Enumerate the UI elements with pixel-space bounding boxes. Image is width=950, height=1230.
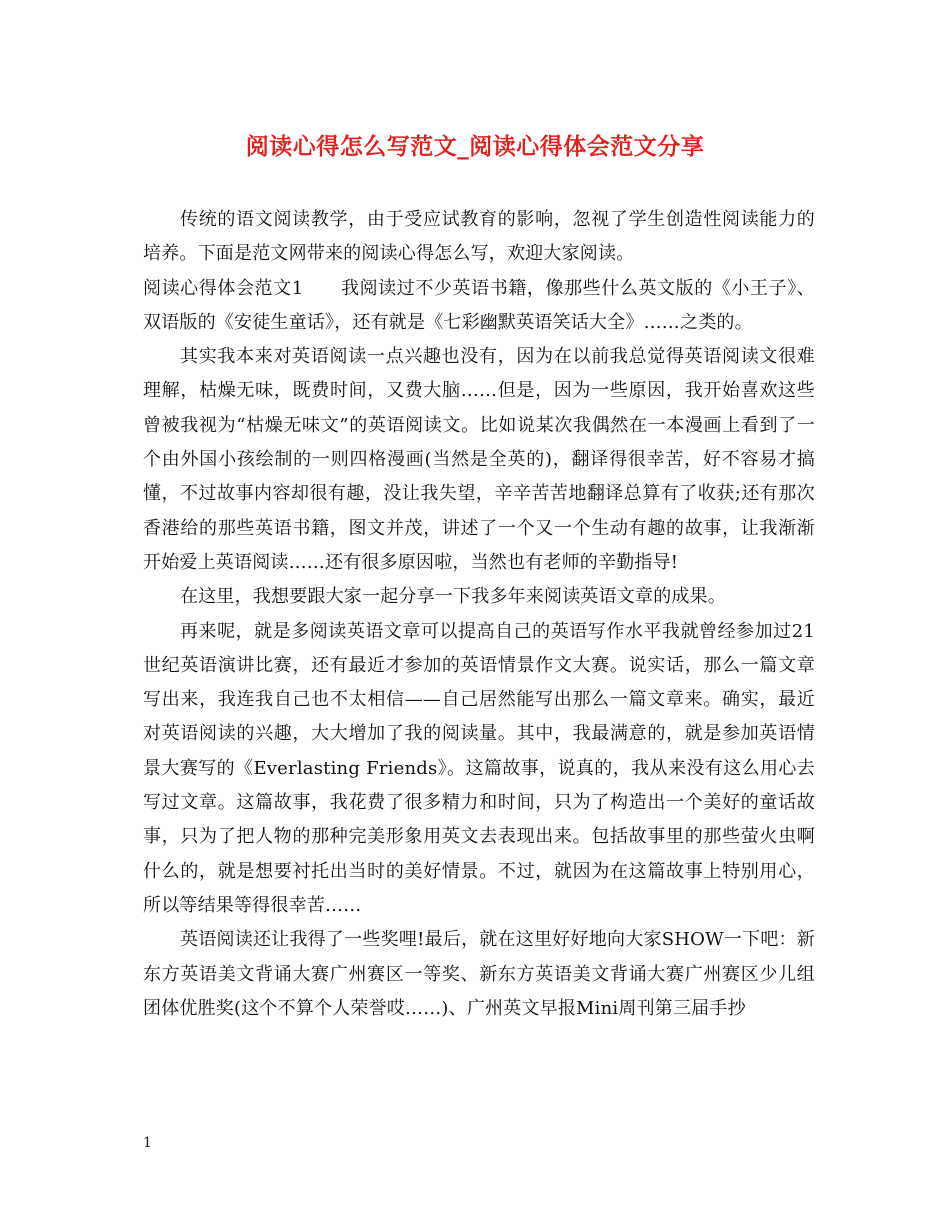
- paragraph-intro: 传统的语文阅读教学，由于受应试教育的影响，忽视了学生创造性阅读能力的培养。下面是范文网带来的阅读心得怎么写，欢迎大家阅读。: [143, 209, 815, 265]
- paragraph-sample-heading: 阅读心得体会范文1 我阅读过不少英语书籍，像那些什么英文版的《小王子》、双语版的《安徒生童话》，还有就是《七彩幽默英语笑话大全》……之类的。: [143, 277, 815, 333]
- paragraph-writing-improvement: 再来呢，就是多阅读英语文章可以提高自己的英语写作水平我就曾经参加过21世纪英语演讲比赛，还有最近才参加的英语情景作文大赛。说实话，那么一篇文章写出来，我连我自己也不太相信——自己居然能写出那么一篇文章来。确实，最近对英语阅读的兴趣，大大增加了我的阅读量。其中，我最满意的，就是参加英语情景大赛写的《Everlasting Friends》。这篇故事，说真的，我从来没有这么用心去写过文章。这篇故事，我花费了很多精力和时间，只为了构造出一个美好的童话故事，只为了把人物的那种完美形象用英文去表现出来。包括故事里的那些萤火虫啊什么的，就是想要衬托出当时的美好情景。不过，就因为在这篇故事上特别用心，所以等结果等得很幸苦……: [143, 620, 815, 916]
- document-body: [143, 203, 815, 1026]
- paragraph-sharing: 在这里，我想要跟大家一起分享一下我多年来阅读英语文章的成果。: [180, 586, 726, 608]
- page-number: 1: [143, 1135, 152, 1151]
- document-title: 阅读心得怎么写范文_阅读心得体会范文分享: [245, 133, 705, 160]
- paragraph-awards: 英语阅读还让我得了一些奖哩!最后，就在这里好好地向大家SHOW一下吧：新东方英语美文背诵大赛广州赛区一等奖、新东方英语美文背诵大赛广州赛区少儿组团体优胜奖(这个不算个人荣誉哎……)、广州英文早报Mini周刊第三届手抄: [143, 929, 815, 1019]
- paragraph-reading-interest: 其实我本来对英语阅读一点兴趣也没有，因为在以前我总觉得英语阅读文很难理解，枯燥无味，既费时间，又费大脑……但是，因为一些原因，我开始喜欢这些曾被我视为“枯燥无味文”的英语阅读文。比如说某次我偶然在一本漫画上看到了一个由外国小孩绘制的一则四格漫画(当然是全英的)，翻译得很幸苦，好不容易才搞懂，不过故事内容却很有趣，没让我失望，辛辛苦苦地翻译总算有了收获;还有那次香港给的那些英语书籍，图文并茂，讲述了一个又一个生动有趣的故事，让我渐渐开始爱上英语阅读……还有很多原因啦，当然也有老师的辛勤指导!: [143, 346, 815, 573]
